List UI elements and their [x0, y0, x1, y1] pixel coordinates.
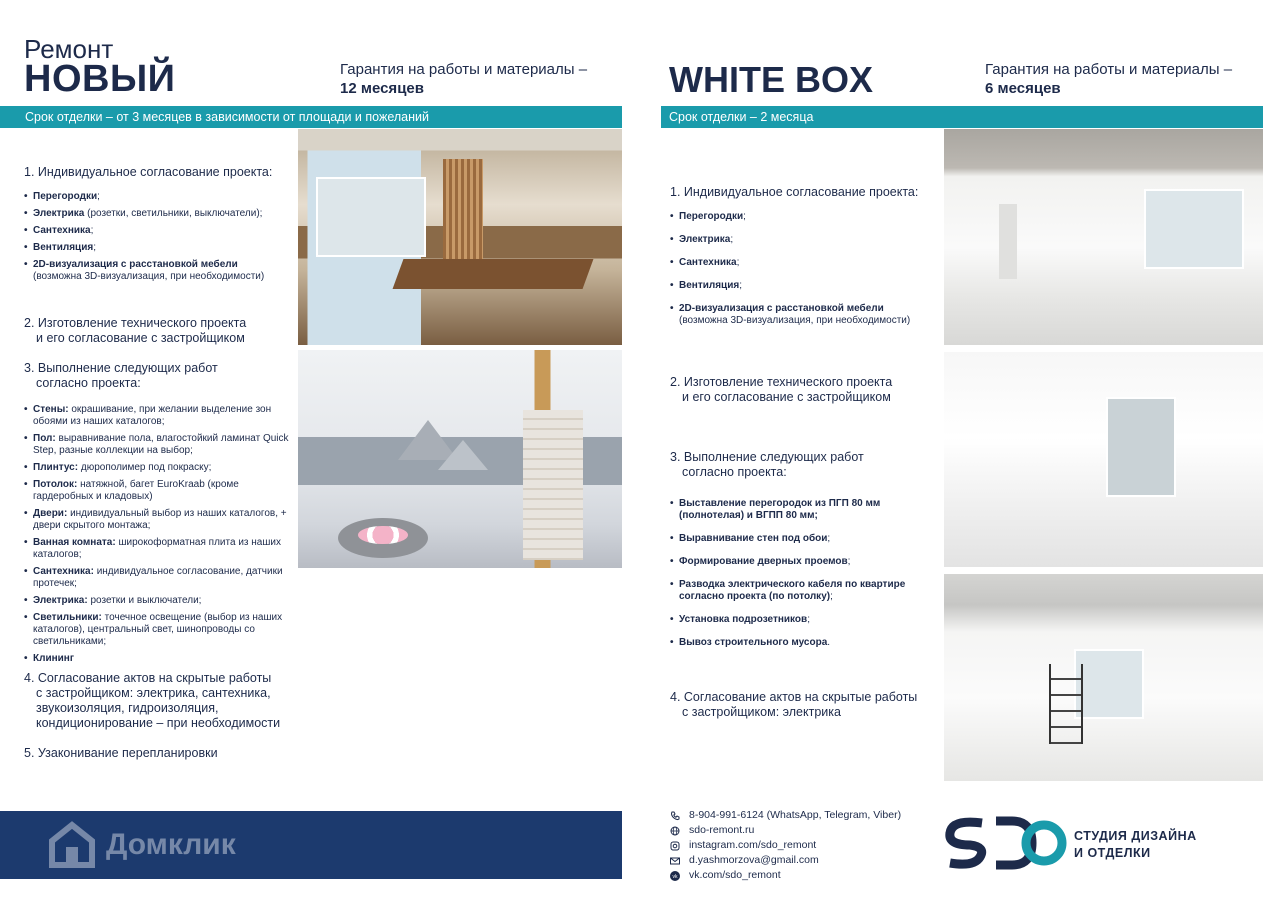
- right-list-3: [670, 498, 940, 660]
- right-section-2-line2: и его согласование с застройщиком: [682, 390, 891, 404]
- list-item: • Вывоз строительного мусора.: [670, 637, 940, 649]
- right-section-2-line1: 2. Изготовление технического проекта: [670, 375, 893, 389]
- list-item: • 2D-визуализация с расстановкой мебели (возможна 3D-визуализация, при необходимости): [24, 259, 294, 283]
- left-section-4-line2: с застройщиком: электрика, сантехника,: [36, 686, 271, 700]
- list-item: • Разводка электрического кабеля по квартире согласно проекта (по потолку);: [670, 579, 940, 603]
- site-text: sdo-remont.ru: [689, 824, 755, 836]
- term-bar-right: Срок отделки – 2 месяца: [661, 106, 1263, 128]
- studio-name: [1074, 828, 1197, 862]
- kids-room-photo: [298, 350, 622, 568]
- list-item: • Клининг: [24, 653, 294, 665]
- left-section-2-line1: 2. Изготовление технического проекта: [24, 316, 247, 330]
- whitebox-photo-3: [944, 574, 1263, 781]
- globe-icon: [670, 826, 680, 836]
- title-new: НОВЫЙ: [24, 58, 176, 100]
- sdo-logo: [944, 815, 1068, 871]
- contact-vk[interactable]: [670, 868, 901, 883]
- house-icon: [48, 821, 96, 869]
- list-item: • Электрика;: [670, 234, 945, 246]
- sdo-logo-mark: [944, 815, 1068, 871]
- contact-site[interactable]: [670, 823, 901, 838]
- kitchen-photo: [298, 129, 622, 345]
- left-section-2-line2: и его согласование с застройщиком: [36, 331, 245, 345]
- studio-name-line1: СТУДИЯ ДИЗАЙНА: [1074, 829, 1197, 843]
- list-item: • Электрика: розетки и выключатели;: [24, 595, 294, 607]
- right-section-4-line2: с застройщиком: электрика: [682, 705, 841, 719]
- right-section-4-line1: 4. Согласование актов на скрытые работы: [670, 690, 918, 704]
- list-item: • Установка подрозетников;: [670, 614, 940, 626]
- left-section-3-line2: согласно проекта:: [36, 376, 141, 390]
- list-item: • Потолок: натяжной, багет EuroKraab (кроме гардеробных и кладовых): [24, 479, 294, 503]
- svg-text:vk: vk: [672, 873, 678, 880]
- list-item: • Двери: индивидуальный выбор из наших каталогов, + двери скрытого монтажа;: [24, 508, 294, 532]
- right-section-3-line1: 3. Выполнение следующих работ: [670, 450, 864, 464]
- right-section-2: [670, 375, 945, 405]
- contacts: [670, 808, 901, 883]
- right-list-1: [670, 211, 945, 338]
- list-item: • Плинтус: дюрополимер под покраску;: [24, 462, 294, 474]
- window-shape: [1074, 649, 1144, 719]
- window-shape: [316, 177, 426, 257]
- warranty-right-line1: Гарантия на работы и материалы –: [985, 61, 1233, 78]
- left-section-2: [24, 316, 294, 346]
- list-item: • Вентиляция;: [670, 280, 945, 292]
- scaffold-shape: [1049, 664, 1083, 744]
- list-item: • Сантехника;: [670, 257, 945, 269]
- title-white-box: WHITE BOX: [669, 59, 873, 100]
- contact-instagram[interactable]: [670, 838, 901, 853]
- list-item: • Пол: выравнивание пола, влагостойкий ламинат Quick Step, разные коллекции на выбор;: [24, 433, 294, 457]
- list-item: • Перегородки;: [670, 211, 945, 223]
- right-section-3: [670, 450, 945, 480]
- left-section-4-line3: звукоизоляция, гидроизоляция,: [36, 701, 219, 715]
- left-section-3-line1: 3. Выполнение следующих работ: [24, 361, 218, 375]
- list-item: • 2D-визуализация с расстановкой мебели (возможна 3D-визуализация, при необходимости): [670, 303, 945, 327]
- list-item: • Выравнивание стен под обои;: [670, 533, 940, 545]
- list-item: • Перегородки;: [24, 191, 294, 203]
- left-list-3: [24, 404, 294, 670]
- bunk-bed-shape: [523, 410, 583, 560]
- list-item: • Сантехника;: [24, 225, 294, 237]
- warranty-right-line2: 6 месяцев: [985, 80, 1061, 97]
- left-section-4-line1: 4. Согласование актов на скрытые работы: [24, 671, 272, 685]
- left-section-3: [24, 361, 294, 391]
- left-list-1: [24, 191, 294, 288]
- domclick-banner: [0, 811, 622, 879]
- list-item: • Светильники: точечное освещение (выбор из наших каталогов), центральный свет, шинопроводы со светильниками;: [24, 612, 294, 648]
- contact-phone[interactable]: [670, 808, 901, 823]
- studio-name-line2: И ОТДЕЛКИ: [1074, 846, 1151, 860]
- left-section-1: 1. Индивидуальное согласование проекта:: [24, 165, 273, 179]
- window-shape: [1144, 189, 1244, 269]
- vk-icon: [670, 871, 680, 881]
- whitebox-photo-2: [944, 352, 1263, 567]
- title-small: Ремонт: [24, 34, 114, 64]
- doorway-shape: [999, 204, 1017, 279]
- right-section-1: 1. Индивидуальное согласование проекта:: [670, 185, 919, 199]
- table-shape: [393, 259, 594, 289]
- phone-icon: [670, 811, 680, 821]
- contact-email[interactable]: [670, 853, 901, 868]
- email-text: d.yashmorzova@gmail.com: [689, 854, 819, 866]
- term-bar-left: Срок отделки – от 3 месяцев в зависимости от площади и пожеланий: [0, 106, 622, 128]
- list-item: • Вентиляция;: [24, 242, 294, 254]
- balls-shape: [358, 526, 408, 544]
- mountain-shape: [438, 440, 488, 470]
- instagram-text: instagram.com/sdo_remont: [689, 839, 817, 851]
- left-section-5: 5. Узаконивание перепланировки: [24, 746, 218, 760]
- warranty-right: [985, 60, 1255, 98]
- warranty-left: [340, 60, 610, 98]
- list-item: • Сантехника: индивидуальное согласование, датчики протечек;: [24, 566, 294, 590]
- left-section-4: [24, 671, 324, 731]
- window-shape: [1106, 397, 1176, 497]
- whitebox-photo-1: [944, 129, 1263, 345]
- list-item: • Электрика (розетки, светильники, выключатели);: [24, 208, 294, 220]
- phone-text: 8-904-991-6124 (WhatsApp, Telegram, Viber): [689, 809, 902, 821]
- warranty-left-line2: 12 месяцев: [340, 80, 424, 97]
- right-section-3-line2: согласно проекта:: [682, 465, 787, 479]
- vk-text: vk.com/sdo_remont: [689, 869, 781, 881]
- left-section-4-line4: кондиционирование – при необходимости: [36, 716, 281, 730]
- list-item: • Стены: окрашивание, при желании выделение зон обоями из наших каталогов;: [24, 404, 294, 428]
- mail-icon: [670, 856, 680, 866]
- domclick-logo-text: Домклик: [106, 828, 236, 861]
- right-section-4: [670, 690, 945, 720]
- list-item: • Выставление перегородок из ПГП 80 мм (полнотелая) и ВГПП 80 мм;: [670, 498, 940, 522]
- list-item: • Формирование дверных проемов;: [670, 556, 940, 568]
- instagram-icon: [670, 841, 680, 851]
- warranty-left-line1: Гарантия на работы и материалы –: [340, 61, 588, 78]
- list-item: • Ванная комната: широкоформатная плита из наших каталогов;: [24, 537, 294, 561]
